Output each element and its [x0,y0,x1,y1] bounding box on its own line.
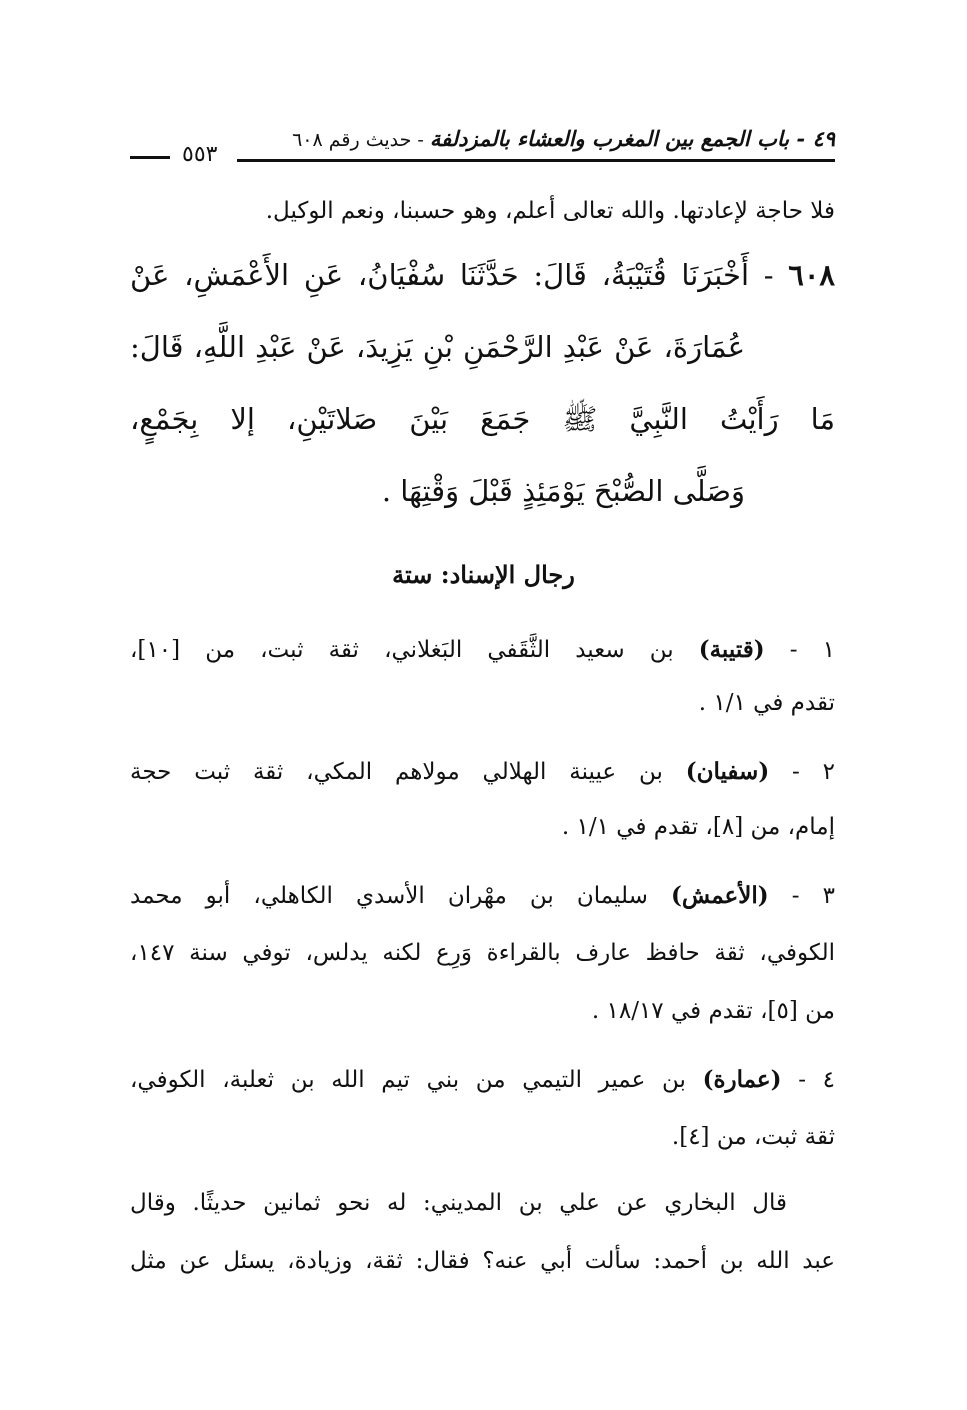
narrator-2-prefix: ٢ - [769,759,835,785]
narrator-4-text-1: بن عمير التيمي من بني تيم الله بن ثعلبة، الكوفي، [130,1067,703,1093]
running-header [130,120,835,166]
narrator-3-line-1 [130,882,835,909]
hadith-number: ٦٠٨ [788,258,835,292]
hadith-reference: - حديث رقم ٦٠٨ [292,129,430,151]
hadith-line-3: مَا رَأَيْتُ النَّبِيَّ ﷺ جَمَعَ بَيْنَ صَلاتَيْنِ، إلا بِجَمْعٍ، [130,402,835,436]
intro-line: فلا حاجة لإعادتها. والله تعالى أعلم، وهو حسبنا، ونعم الوكيل. [265,198,835,224]
closing-line-2: عبد الله بن أحمد: سألت أبي عنه؟ فقال: ثقة، وزيادة، يسئل عن مثل [130,1248,835,1274]
chapter-title-text: ٤٩ - باب الجمع بين المغرب والعشاء بالمزدلفة [429,126,835,151]
narrator-2-line-1 [130,758,835,785]
narrator-1-name: (قتيبة) [698,636,765,663]
narrator-4-line-2: ثقة ثبت، من [٤]. [671,1124,835,1150]
narrator-1-text-1: بن سعيد الثَّقَفي البَغلاني، ثقة ثبت، من [١٠]، [130,637,699,663]
page-number-dash [130,156,170,159]
narrator-3-name: (الأعمش) [671,882,769,909]
section-heading: رجال الإسناد: ستة [392,560,575,589]
page-number: ٥٥٣ [182,142,218,167]
narrator-3-line-2: الكوفي، ثقة حافظ عارف بالقراءة وَرِع لكنه يدلس، توفي سنة ١٤٧، [130,940,835,966]
narrator-2-name: (سفيان) [685,758,770,785]
hadith-line-4: وَصَلَّى الصُّبْحَ يَوْمَئِذٍ قَبْلَ وَقْتِهَا . [381,474,745,508]
hadith-line-1-text: - أَخْبَرَنَا قُتَيْبَةُ، قَالَ: حَدَّثَنَا سُفْيَانُ، عَنِ الأَعْمَشِ، عَنْ [130,258,789,292]
narrator-4-line-1 [130,1066,835,1093]
narrator-3-prefix: ٣ - [768,883,835,909]
narrator-1-line-1 [130,636,835,663]
narrator-1-line-2: تقدم في ١/١ . [698,690,835,716]
narrator-3-text-1: سليمان بن مهْران الأسدي الكاهلي، أبو محمد [130,883,672,909]
narrator-3-line-3: من [٥]، تقدم في ١٨/١٧ . [591,998,835,1024]
chapter-title [292,126,835,151]
header-rule [237,159,835,162]
closing-line-1: قال البخاري عن علي بن المديني: له نحو ثمانين حديثًا. وقال [130,1190,787,1216]
narrator-4-prefix: ٤ - [781,1067,835,1093]
narrator-2-text-1: بن عيينة الهلالي مولاهم المكي، ثقة ثبت حجة [130,759,686,785]
narrator-4-name: (عمارة) [702,1066,782,1093]
hadith-line-2: عُمَارَةَ، عَنْ عَبْدِ الرَّحْمَنِ بْنِ يَزِيدَ، عَنْ عَبْدِ اللَّهِ، قَالَ: [130,330,745,364]
hadith-line-1 [130,258,835,292]
narrator-2-line-2: إمام، من [٨]، تقدم في ١/١ . [561,814,835,840]
narrator-1-prefix: ١ - [764,637,835,663]
